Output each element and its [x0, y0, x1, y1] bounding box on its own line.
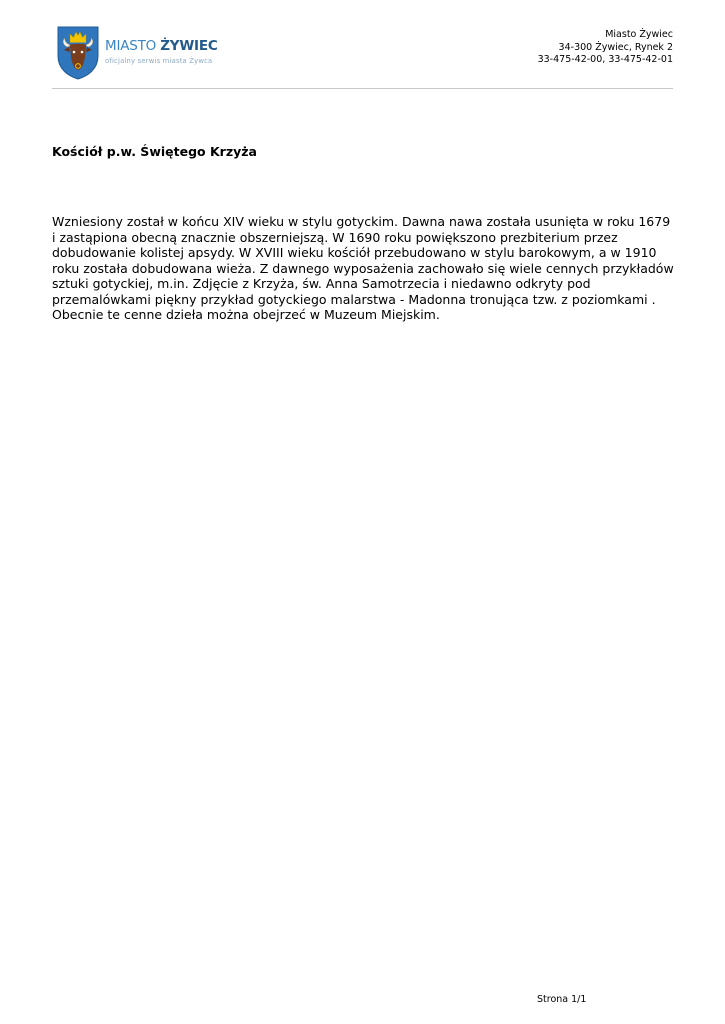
coat-of-arms-bull-icon	[57, 26, 99, 80]
header-divider	[52, 88, 673, 89]
logo-name-miasto: MIASTO	[105, 38, 161, 54]
logo-title	[105, 38, 218, 54]
logo-tagline: oficjalny serwis miasta Żywca	[105, 57, 213, 65]
article-title: Kościół p.w. Świętego Krzyża	[52, 144, 257, 159]
page-number: Strona 1/1	[537, 994, 587, 1005]
contact-address: 34-300 Żywiec, Rynek 2	[558, 41, 673, 53]
contact-phone: 33-475-42-00, 33-475-42-01	[537, 54, 673, 65]
logo-wordmark	[105, 38, 218, 66]
contact-name: Miasto Żywiec	[605, 29, 673, 40]
article-body: Wzniesiony został w końcu XIV wieku w stylu gotyckim. Dawna nawa została usunięta w roku 1679 i zastąpiona obecną znacznie obszerniejszą. W 1690 roku powiększono prezbiterium przez dobudowanie kolistej apsydy. W XVIII wieku kościół przebudowano w stylu barokowym, a w 1910 roku została dobudowana wieża. Z dawnego wyposażenia zachowało się wiele cennych przykładów sztuki gotyckiej, m.in. Zdjęcie z Krzyża, św. Anna Samotrzecia i niedawno odkryty pod przemalówkami piękny przykład gotyckiego malarstwa - Madonna tronująca tzw. z poziomkami . Obecnie te cenne dzieła można obejrzeć w Muzeum Miejskim.	[52, 214, 674, 322]
contact-info	[538, 29, 673, 67]
page-header	[52, 24, 673, 88]
site-logo[interactable]	[57, 26, 227, 82]
logo-name-zywiec: ŻYWIEC	[160, 38, 218, 54]
